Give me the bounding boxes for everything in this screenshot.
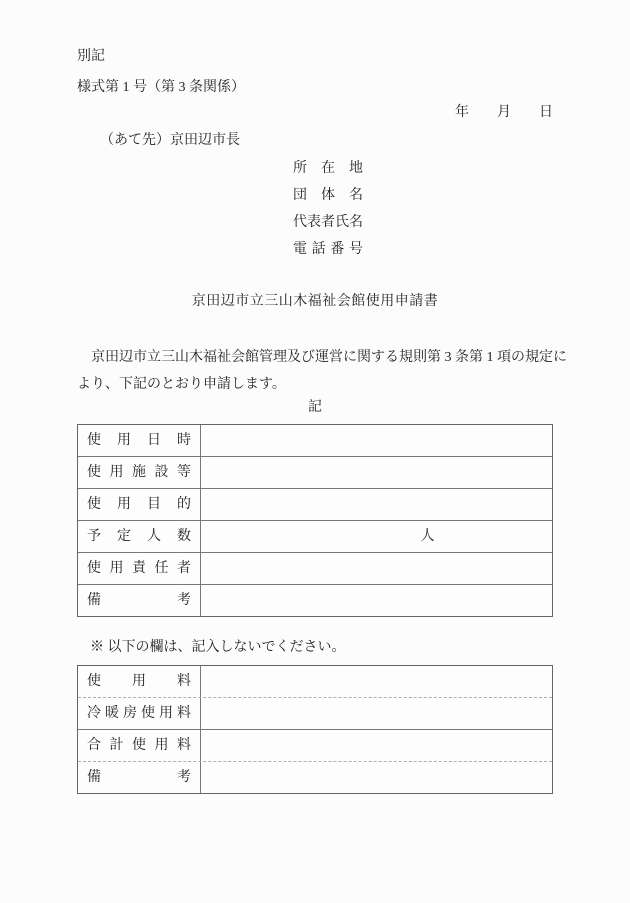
row-label: 使用目的 [78,489,201,520]
application-table [77,424,553,617]
row-label: 使用責任者 [78,553,201,584]
table-row-usage-purpose [78,488,552,520]
row-value [201,489,552,520]
row-label: 備考 [78,585,201,616]
row-value [201,457,552,488]
table-row-expected-people [78,520,552,552]
row-value [201,553,552,584]
row-label: 備考 [78,762,201,793]
field-label-representative: 代表者氏名 [293,215,363,230]
table-row-usage-fee [78,666,552,697]
table-row-office-remarks [78,761,552,793]
row-label: 使用日時 [78,425,201,456]
do-not-fill-note: ※ 以下の欄は、記入しないでください。 [90,640,346,655]
date-line: 年 月 日 [455,105,553,120]
field-label-organization: 団体名 [293,188,363,203]
table-row-remarks [78,584,552,616]
field-label-phone: 電話番号 [293,242,363,257]
ki-heading: 記 [308,400,322,415]
addressee-line: （あて先）京田辺市長 [100,133,240,148]
row-value [201,762,552,793]
table-row-total-fee [78,729,552,761]
field-label-address: 所在地 [293,161,363,176]
row-value [201,585,552,616]
body-paragraph [77,350,567,405]
row-value [201,698,552,729]
row-label: 合計使用料 [78,730,201,761]
row-value [201,425,552,456]
row-label: 冷暖房使用料 [78,698,201,729]
row-label: 使用施設等 [78,457,201,488]
form-number: 様式第 1 号（第 3 条関係） [77,80,245,95]
appendix-note: 別記 [77,49,105,64]
row-label: 使用料 [78,666,201,697]
row-label: 予定人数 [78,521,201,552]
row-value [201,730,552,761]
body-line-1: 京田辺市立三山木福祉会館管理及び運営に関する規則第 3 条第 1 項の規定に [77,350,567,365]
table-row-responsible-person [78,552,552,584]
row-value-people-unit: 人 [420,529,435,544]
document-title: 京田辺市立三山木福祉会館使用申請書 [191,294,439,309]
office-use-table [77,665,553,794]
table-row-aircon-fee [78,697,552,729]
applicant-fields-block [293,162,363,270]
table-row-usage-facility [78,456,552,488]
row-value [201,666,552,697]
table-row-usage-datetime [78,425,552,456]
body-line-2: より、下記のとおり申請します。 [77,377,286,392]
